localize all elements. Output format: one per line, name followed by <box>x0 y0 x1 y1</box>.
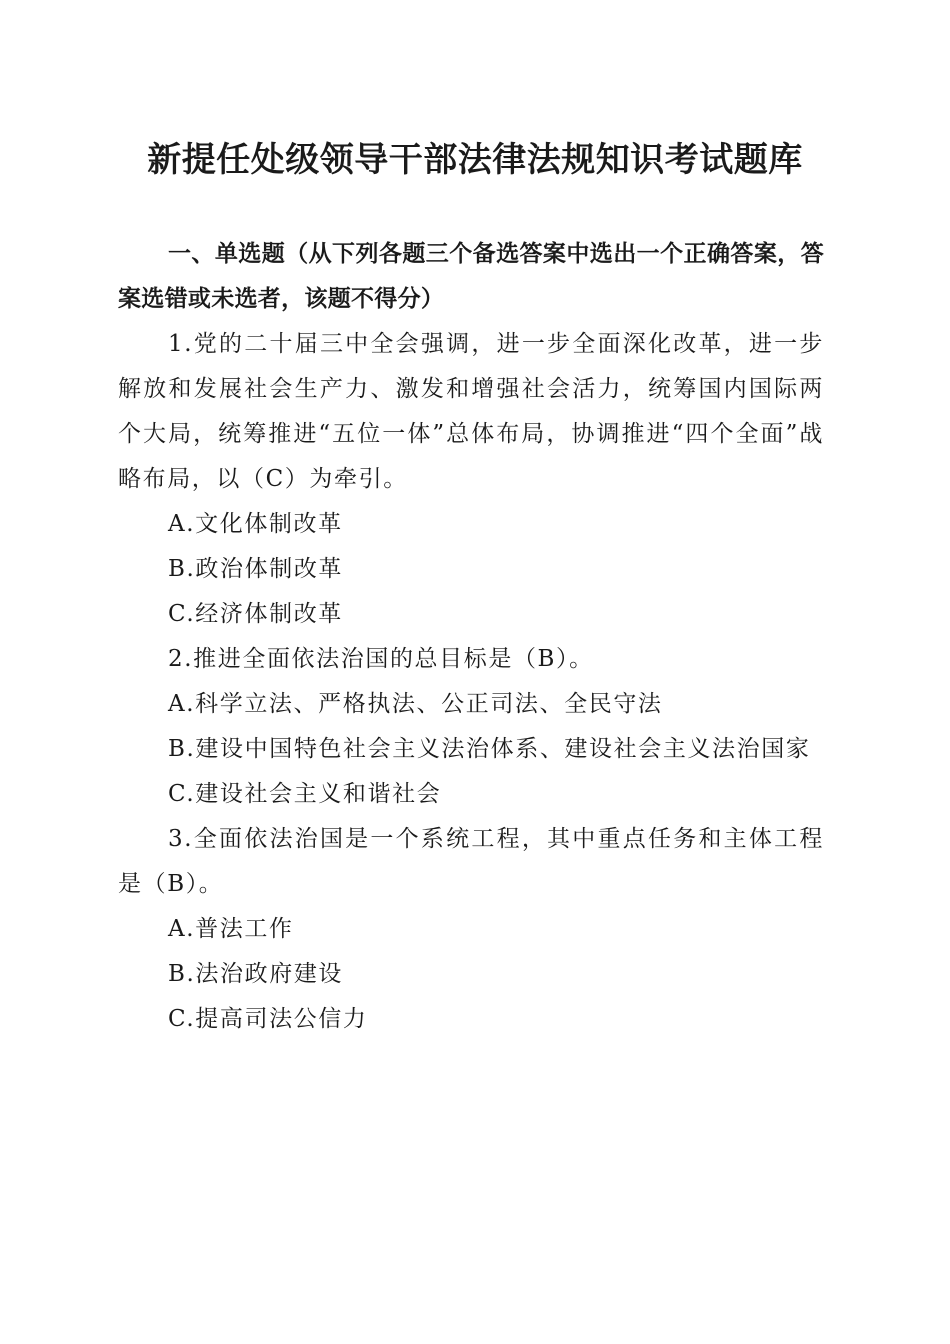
question-1-option-a: A.文化体制改革 <box>168 511 343 537</box>
question-3-option-b: B.法治政府建设 <box>168 961 344 987</box>
question-2-text: 2.推进全面依法治国的总目标是（B）。 <box>168 646 594 672</box>
document-body <box>118 232 824 1042</box>
section-heading: 一、单选题（从下列各题三个备选答案中选出一个正确答案，答案选错或未选者，该题不得分） <box>118 241 824 312</box>
question-1-option-c: C.经济体制改革 <box>168 601 343 627</box>
question-3-option-c: C.提高司法公信力 <box>168 1006 368 1032</box>
question-2-option-b: B.建设中国特色社会主义法治体系、建设社会主义法治国家 <box>168 736 811 762</box>
question-1-option-b: B.政治体制改革 <box>168 556 344 582</box>
question-2-option-a: A.科学立法、严格执法、公正司法、全民守法 <box>168 691 663 717</box>
question-3-option-a: A.普法工作 <box>168 916 294 942</box>
question-2-option-c: C.建设社会主义和谐社会 <box>168 781 442 807</box>
question-3-text: 3.全面依法治国是一个系统工程，其中重点任务和主体工程是（B）。 <box>118 826 824 897</box>
question-1-text: 1.党的二十届三中全会强调，进一步全面深化改革，进一步解放和发展社会生产力、激发和增强社会活力，统筹国内国际两个大局，统筹推进“五位一体”总体布局，协调推进“四个全面”战略布局，以（C）为牵引。 <box>118 331 824 492</box>
document-title: 新提任处级领导干部法律法规知识考试题库 <box>147 140 803 180</box>
